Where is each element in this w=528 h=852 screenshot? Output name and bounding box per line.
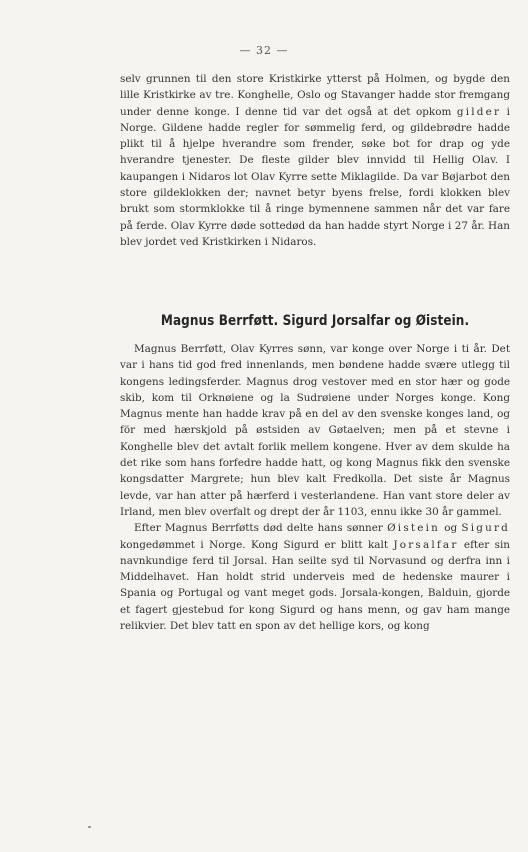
ink-speck	[88, 826, 91, 828]
text-run: selv grunnen til den store Kristkirke ytterst på Holmen, og bygde den lille Kristkirke av tre. Konghelle, Oslo og Stavanger hadde stor fremgang under denne konge. I denne tid var det også at det opkom	[120, 73, 510, 118]
text-run: i Norge. Gildene hadde regler for sømmelig ferd, og gildebrødre hadde plikt til å hjelpe hverandre som frender, søke bot for drap og yde hverandre tjenester. De fleste gilder blev innvidd til Hellig Olav. I kaupangen i Nidaros lot Olav Kyrre sette Miklagilde. Da var Bøjarbot den store gildeklokken der; navnet betyr byens frelse, fordi klokken blev brukt som stormklokke til å ringe bymennene sammen når det var fare på ferde. Olav Kyrre døde sottedød da han hadde styrt Norge i 27 år. Han blev jordet ved Kristkirken i Nidaros.	[120, 105, 510, 248]
text-run: kongedømmet i Norge. Kong Sigurd er blitt kalt	[120, 538, 394, 551]
section-body	[120, 341, 510, 634]
emphasis-sigurd: Sigurd	[461, 522, 511, 535]
paragraph-magnus: Magnus Berrføtt, Olav Kyrres sønn, var konge over Norge i ti år. Det var i hans tid god fred innenlands, men bøndene hadde svære utlegg til kongens ledingsferder. Magnus drog vestover med en stor hær og gode skib, kom til Orknøiene og la Sudrøiene under Norges konge. Kong Magnus mente han hadde krav på en del av den svenske konges land, og för med hærskjold på østsiden av Gøtaelven; men på et stevne i Konghelle blev det avtalt forlik mellem kongene. Hver av dem skulde ha det rike som hans forfedre hadde hatt, og kong Magnus fikk den svenske kongsdatter Margrete; hun blev kalt Fredkolla. Det siste år Magnus levde, var han atter på hærferd i vesterlandene. Han vant store deler av Irland, men blev overfalt og drept der år 1103, ennu ikke 30 år gammel.	[120, 343, 510, 518]
text-run: efter sin navnkundige ferd til Jorsal. Han seilte syd til Norvasund og derfra inn i Middelhavet. Han holdt strid underveis med de hedenske maurer i Spania og Portugal og vant meget gods. Jorsala-kongen, Balduin, gjorde et fagert gjestebud for kong Sigurd og hans menn, og gav ham mange relikvier. Det blev tatt en spon av det hellige kors, og kong	[120, 538, 510, 633]
emphasis-oistein: Øistein	[387, 522, 441, 535]
text-run: og	[440, 522, 462, 535]
paragraph-olav-kyrre	[120, 71, 510, 250]
emphasis-jorsalfar: Jorsalfar	[393, 538, 459, 551]
page-number: — 32 —	[239, 44, 289, 57]
text-run: Efter Magnus Berrføtts død delte hans sønner	[134, 522, 388, 535]
paragraph-text	[120, 71, 510, 250]
section-heading: Magnus Berrføtt. Sigurd Jorsalfar og Øistein.	[160, 313, 470, 329]
paragraph-sigurd	[120, 520, 510, 634]
emphasis-gilder: gilder	[456, 105, 502, 118]
